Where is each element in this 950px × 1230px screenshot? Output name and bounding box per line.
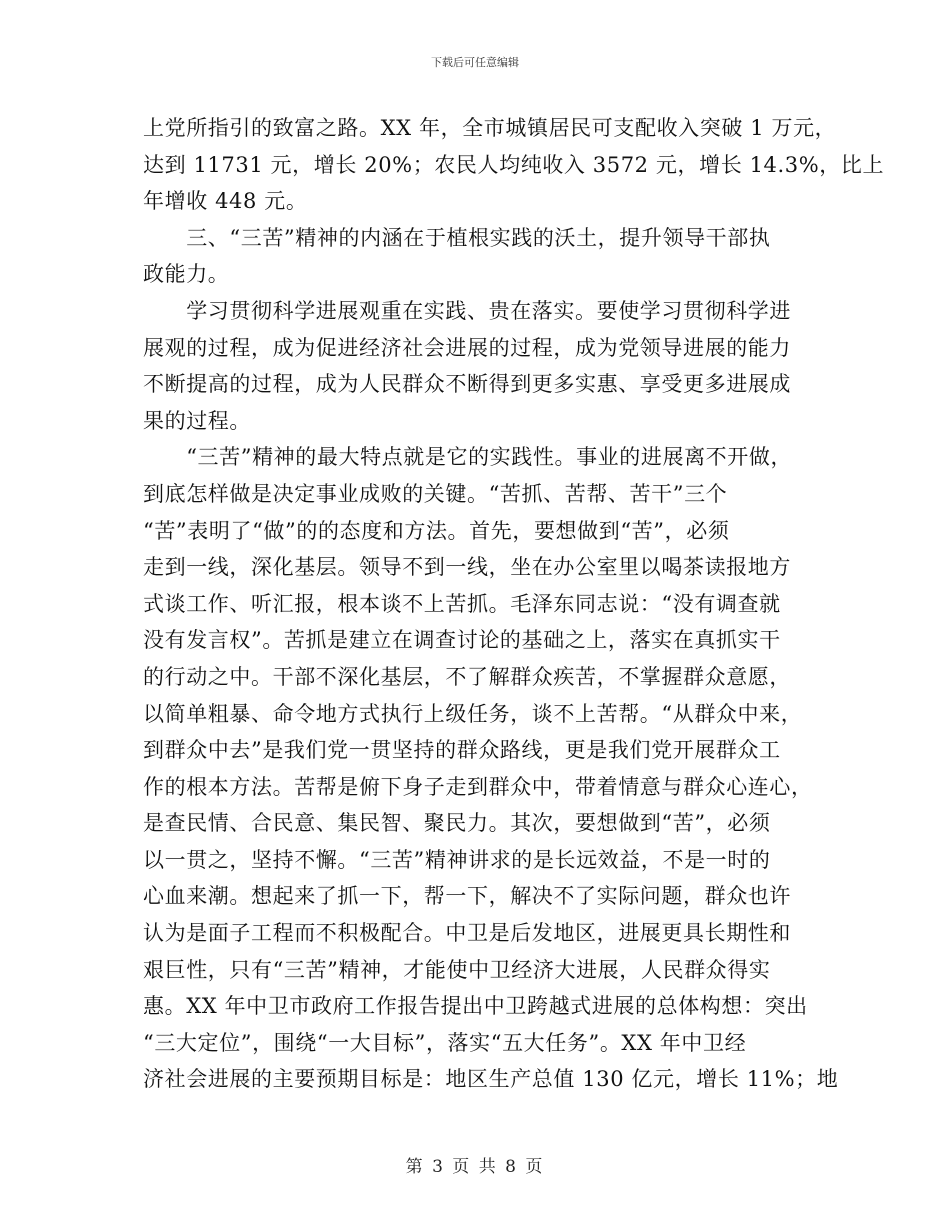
text-line: 心血来潮。想起来了抓一下，帮一下，解决不了实际问题，群众也许	[143, 884, 791, 909]
text-line: 济社会进展的主要预期目标是：地区生产总值 130 亿元，增长 11%；地	[143, 1067, 839, 1092]
text-line: 走到一线，深化基层。领导不到一线，坐在办公室里以喝茶读报地方	[143, 555, 791, 580]
text-line: 没有发言权”。苦抓是建立在调查讨论的基础之上，落实在真抓实干	[143, 628, 781, 653]
text-line: 作的根本方法。苦帮是俯下身子走到群众中，带着情意与群众心连心，	[143, 774, 813, 799]
text-line: “苦”表明了“做”的的态度和方法。首先，要想做到“苦”，必须	[143, 518, 730, 543]
text-line: 三、“三苦”精神的内涵在于植根实践的沃土，提升领导干部执	[143, 225, 771, 250]
text-line: 是查民情、合民意、集民智、聚民力。其次，要想做到“苦”，必须	[143, 811, 771, 836]
text-line: 式谈工作、听汇报，根本谈不上苦抓。毛泽东同志说：“没有调查就	[143, 591, 781, 616]
text-line: 的行动之中。干部不深化基层，不了解群众疾苦，不掌握群众意愿，	[143, 664, 791, 689]
page-number: 第 3 页 共 8 页	[405, 1157, 545, 1177]
text-line: “三苦”精神的最大特点就是它的实践性。事业的进展离不开做，	[143, 445, 793, 470]
text-line: 认为是面子工程而不积极配合。中卫是后发地区，进展更具长期性和	[143, 921, 791, 946]
text-line: 以简单粗暴、命令地方式执行上级任务，谈不上苦帮。“从群众中来，	[143, 701, 803, 726]
page-header: 下载后可任意编辑	[431, 56, 519, 69]
text-line: 到底怎样做是决定事业成败的关键。“苦抓、苦帮、苦干”三个	[143, 481, 728, 506]
text-line: 上党所指引的致富之路。XX 年，全市城镇居民可支配收入突破 1 万元，	[143, 116, 837, 140]
text-line: 艰巨性，只有“三苦”精神，才能使中卫经济大进展，人民群众得实	[143, 957, 771, 982]
text-line: 惠。XX 年中卫市政府工作报告提出中卫跨越式进展的总体构想：突出	[143, 994, 808, 1019]
text-line: 到群众中去”是我们党一贯坚持的群众路线，更是我们党开展群众工	[143, 738, 781, 763]
text-line: 达到 11731 元，增长 20%；农民人均纯收入 3572 元，增长 14.3%，比上	[143, 152, 885, 177]
text-line: 年增收 448 元。	[143, 189, 308, 214]
text-line: 果的过程。	[143, 408, 251, 433]
document-body	[143, 110, 885, 1098]
text-line: “三大定位”，围绕“一大目标”，落实“五大任务”。XX 年中卫经	[143, 1030, 747, 1055]
text-line: 政能力。	[143, 262, 230, 287]
text-line: 不断提高的过程，成为人民群众不断得到更多实惠、享受更多进展成	[143, 372, 791, 397]
text-line: 学习贯彻科学进展观重在实践、贵在落实。要使学习贯彻科学进	[143, 298, 791, 323]
text-line: 展观的过程，成为促进经济社会进展的过程，成为党领导进展的能力	[143, 335, 791, 360]
text-line: 以一贯之，坚持不懈。“三苦”精神讲求的是长远效益，不是一时的	[143, 847, 771, 872]
